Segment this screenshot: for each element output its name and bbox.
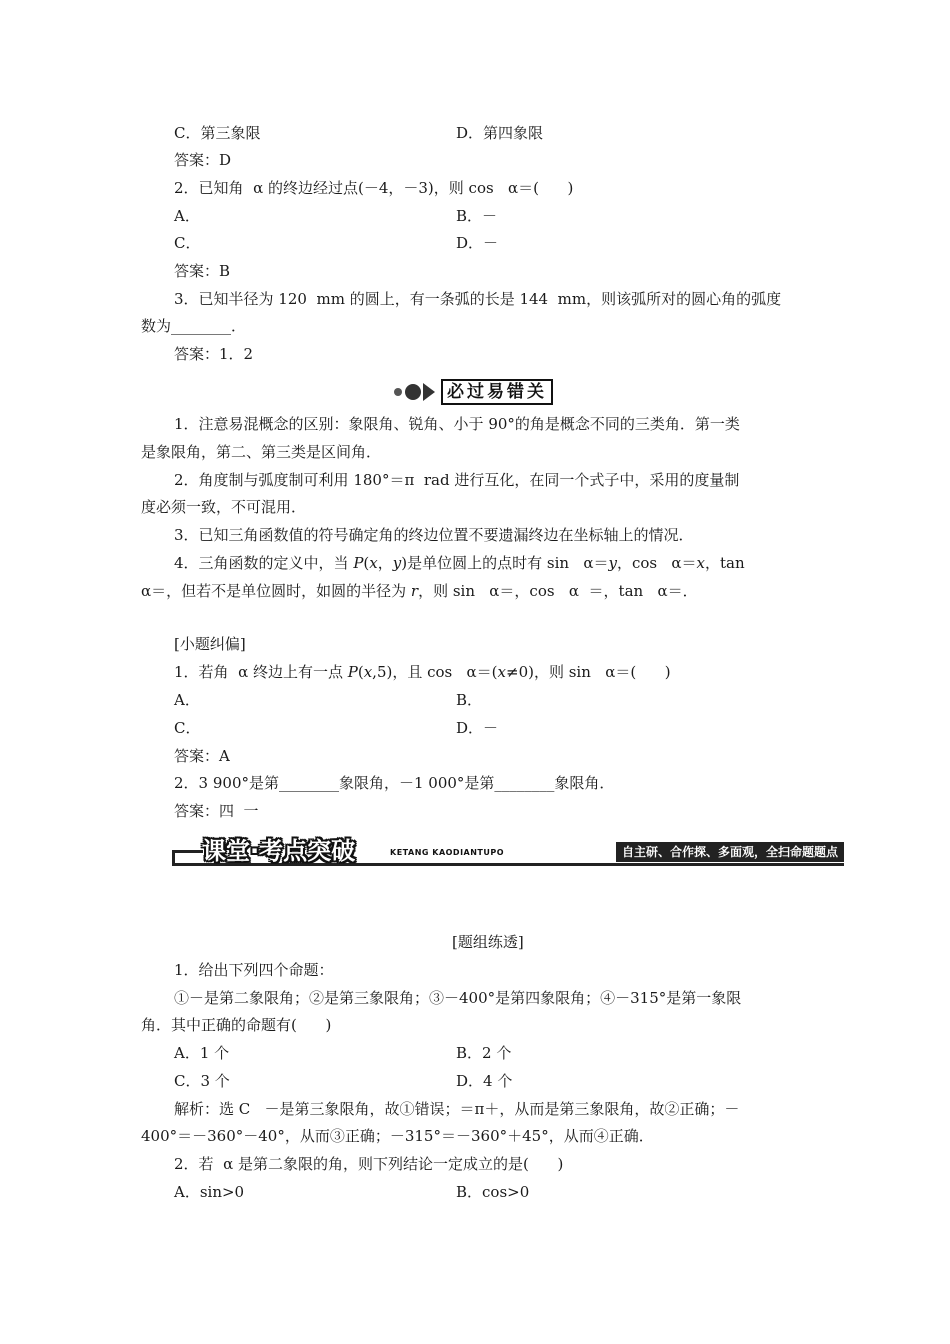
banner-subtitle-pinyin: KETANG KAODIANTUPO [390, 848, 505, 857]
text-segment: ( [363, 554, 370, 572]
banner-corner [172, 850, 203, 863]
question-3-line1: 3．已知半径为 120 mm 的圆上，有一条弧的长是 144 mm，则该弧所对的圆心角的弧度 [174, 290, 782, 308]
var-x: x [363, 663, 373, 681]
text-segment: ， [377, 554, 393, 572]
text-segment: ，tan [705, 554, 745, 572]
text-segment: 4．三角函数的定义中，当 [174, 554, 354, 572]
q2-option-d: D．－ [456, 234, 499, 252]
text-segment: α＝，但若不是单位圆时，如圆的半径为 [141, 582, 411, 600]
var-x: x [696, 554, 705, 572]
text-segment: ,5)，且 cos α＝( [372, 663, 498, 681]
answer-3: 答案：1．2 [174, 345, 254, 363]
banner-title: 课堂·考点突破 [202, 837, 356, 865]
option-c: C．第三象限 [174, 124, 261, 142]
text-segment: ( [357, 663, 364, 681]
practice-q1-option-a: A．1 个 [174, 1044, 230, 1062]
answer-1: 答案：D [174, 151, 232, 169]
practice-question-1-line3: 角．其中正确的命题有( ) [141, 1016, 332, 1034]
var-P: P [353, 554, 364, 572]
error-point-4-line1 [174, 553, 745, 573]
var-P: P [347, 663, 358, 681]
practice-question-1: 1．给出下列四个命题： [174, 961, 334, 979]
dot-icon [405, 384, 421, 400]
error-point-3: 3．已知三角函数值的符号确定角的终边位置不要遗漏终边在坐标轴上的情况． [174, 526, 694, 544]
fix-q1-option-a: A． [174, 691, 200, 709]
q2-option-a: A． [174, 207, 200, 225]
var-y: y [608, 554, 617, 572]
fix-answer-1: 答案：A [174, 747, 230, 765]
question-3-line2: 数为________． [141, 317, 247, 335]
option-d: D．第四象限 [456, 124, 544, 142]
question-2: 2．已知角 α 的终边经过点(－4，－3)，则 cos α＝( ) [174, 179, 574, 197]
answer-2: 答案：B [174, 262, 231, 280]
var-y: y [392, 554, 402, 572]
practice-q1-option-c: C．3 个 [174, 1072, 230, 1090]
text-segment: ，则 sin α＝，cos α ＝，tan α＝． [418, 582, 698, 600]
fix-q1-option-d: D．－ [456, 719, 499, 737]
fix-q1-option-c: C． [174, 719, 201, 737]
fix-answer-2: 答案：四 一 [174, 802, 259, 820]
arrow-icon [423, 383, 435, 401]
practice-question-1-line2: ①－是第二象限角；②是第三象限角；③－400°是第四象限角；④－315°是第一象限 [174, 989, 742, 1007]
q2-option-b: B．－ [456, 207, 498, 225]
fix-q1-option-b: B． [456, 691, 483, 709]
practice-q1-option-b: B．2 个 [456, 1044, 512, 1062]
q2-option-c: C． [174, 234, 201, 252]
dot-icon [394, 388, 402, 396]
var-r: r [410, 582, 419, 600]
var-x: x [497, 663, 506, 681]
solution-line1: 解析：选 C －是第三象限角，故①错误；＝π＋，从而是第三象限角，故②正确；－ [174, 1100, 740, 1118]
var-x: x [369, 554, 378, 572]
practice-q2-option-a: A．sin>0 [174, 1183, 245, 1201]
text-segment: ≠0)，则 sin α＝( ) [506, 663, 671, 681]
practice-header: [题组练透] [452, 933, 524, 951]
error-point-2-line1: 2．角度制与弧度制可利用 180°＝π rad 进行互化，在同一个式子中，采用的度量制 [174, 471, 740, 489]
banner-tagline: 自主研、合作探、多面观，全扫命题题点 [616, 842, 844, 862]
error-point-4-line2 [141, 581, 698, 601]
error-point-1-line1: 1．注意易混概念的区别：象限角、锐角、小于 90°的角是概念不同的三类角．第一类 [174, 415, 740, 433]
text-segment: 1．若角 α 终边上有一点 [174, 663, 348, 681]
section-banner-errors [394, 378, 553, 406]
error-point-2-line2: 度必须一致，不可混用． [141, 498, 307, 516]
text-segment: )是单位圆上的点时有 sin α＝ [401, 554, 609, 572]
fix-header: [小题纠偏] [174, 635, 246, 653]
error-point-1-line2: 是象限角，第二、第三类是区间角． [141, 443, 382, 461]
text-segment: ，cos α＝ [616, 554, 697, 572]
fix-question-2: 2．3 900°是第________象限角，－1 000°是第________象限角． [174, 774, 615, 792]
practice-question-2: 2．若 α 是第二象限的角，则下列结论一定成立的是( ) [174, 1155, 564, 1173]
practice-q2-option-b: B．cos>0 [456, 1183, 530, 1201]
practice-q1-option-d: D．4 个 [456, 1072, 513, 1090]
fix-question-1 [174, 662, 671, 682]
solution-line2: 400°＝－360°－40°，从而③正确；－315°＝－360°＋45°，从而④正确． [141, 1127, 654, 1145]
section-banner-classroom [172, 836, 844, 868]
banner-title: 必过易错关 [441, 379, 553, 405]
